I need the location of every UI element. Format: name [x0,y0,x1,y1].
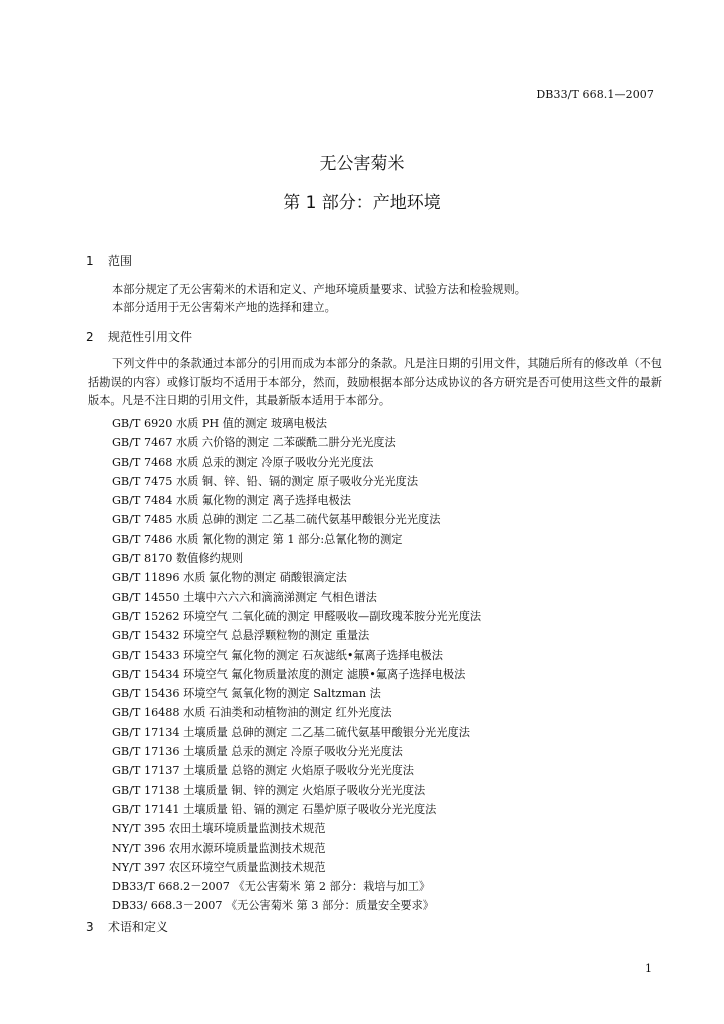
reference-item: GB/T 15432 环境空气 总悬浮颗粒物的测定 重量法 [112,629,370,643]
section-3-heading [86,918,168,935]
reference-item: GB/T 7475 水质 铜、锌、铅、镉的测定 原子吸收分光光度法 [112,474,419,488]
reference-item: NY/T 396 农用水源环境质量监测技术规范 [112,841,326,855]
reference-item: GB/T 11896 水质 氯化物的测定 硝酸银滴定法 [112,571,347,585]
page-number: 1 [645,962,652,975]
reference-item: GB/T 15262 环境空气 二氧化硫的测定 甲醛吸收—副玫瑰苯胺分光光度法 [112,609,482,623]
section-number: 3 [86,920,94,934]
reference-item: GB/T 8170 数值修约规则 [112,552,244,566]
reference-item: NY/T 397 农区环境空气质量监测技术规范 [112,860,326,874]
section-2-heading [86,328,192,345]
reference-item: GB/T 7485 水质 总砷的测定 二乙基二硫代氨基甲酸银分光光度法 [112,513,441,527]
section-title: 范围 [108,254,133,268]
reference-item: DB33/ 668.3－2007 《无公害菊米 第 3 部分：质量安全要求》 [112,899,434,913]
section-number: 2 [86,330,94,344]
reference-item: GB/T 17136 土壤质量 总汞的测定 冷原子吸收分光光度法 [112,745,403,759]
document-title: 无公害菊米 [319,154,405,174]
reference-item: GB/T 17134 土壤质量 总砷的测定 二乙基二硫代氨基甲酸银分光光度法 [112,725,470,739]
reference-item: GB/T 7467 水质 六价铬的测定 二苯碳酰二肼分光光度法 [112,436,396,450]
reference-item: GB/T 15436 环境空气 氮氧化物的测定 Saltzman 法 [112,687,381,701]
paragraph-text: 下列文件中的条款通过本部分的引用而成为本部分的条款。凡是注日期的引用文件，其随后所有的修改单（不包括勘误的内容）或修订版均不适用于本部分，然而，鼓励根据本部分达成协议的各方研究是否可使用这些文件的最新版本。凡是不注日期的引用文件，其最新版本适用于本部分。 [88,357,662,407]
reference-item: GB/T 7484 水质 氟化物的测定 离子选择电极法 [112,494,351,508]
reference-item: GB/T 16488 水质 石油类和动植物油的测定 红外光度法 [112,706,392,720]
reference-item: DB33/T 668.2－2007 《无公害菊米 第 2 部分：栽培与加工》 [112,880,431,894]
reference-item: GB/T 17137 土壤质量 总铬的测定 火焰原子吸收分光光度法 [112,764,414,778]
standard-number: DB33/T 668.1—2007 [536,88,654,101]
reference-item: GB/T 7486 水质 氰化物的测定 第 1 部分:总氰化物的测定 [112,532,403,546]
section-1-paragraph: 本部分规定了无公害菊米的术语和定义、产地环境质量要求、试验方法和检验规则。 [112,283,526,296]
section-1-paragraph: 本部分适用于无公害菊米产地的选择和建立。 [112,301,336,314]
reference-item: GB/T 7468 水质 总汞的测定 冷原子吸收分光光度法 [112,455,374,469]
reference-list [112,414,481,916]
section-number: 1 [86,254,94,268]
reference-item: GB/T 17138 土壤质量 铜、锌的测定 火焰原子吸收分光光度法 [112,783,426,797]
section-title: 规范性引用文件 [108,330,193,344]
section-2-paragraph [88,355,662,411]
section-1-heading [86,252,132,269]
section-title: 术语和定义 [108,920,169,934]
document-subtitle: 第 1 部分：产地环境 [283,193,441,213]
reference-item: GB/T 14550 土壤中六六六和滴滴涕测定 气相色谱法 [112,590,377,604]
reference-item: GB/T 6920 水质 PH 值的测定 玻璃电极法 [112,417,327,430]
reference-item: GB/T 15434 环境空气 氟化物质量浓度的测定 滤膜•氟离子选择电极法 [112,667,466,681]
reference-item: GB/T 17141 土壤质量 铅、镉的测定 石墨炉原子吸收分光光度法 [112,802,437,816]
reference-item: GB/T 15433 环境空气 氟化物的测定 石灰滤纸•氟离子选择电极法 [112,648,443,662]
reference-item: NY/T 395 农田土壤环境质量监测技术规范 [112,822,326,836]
